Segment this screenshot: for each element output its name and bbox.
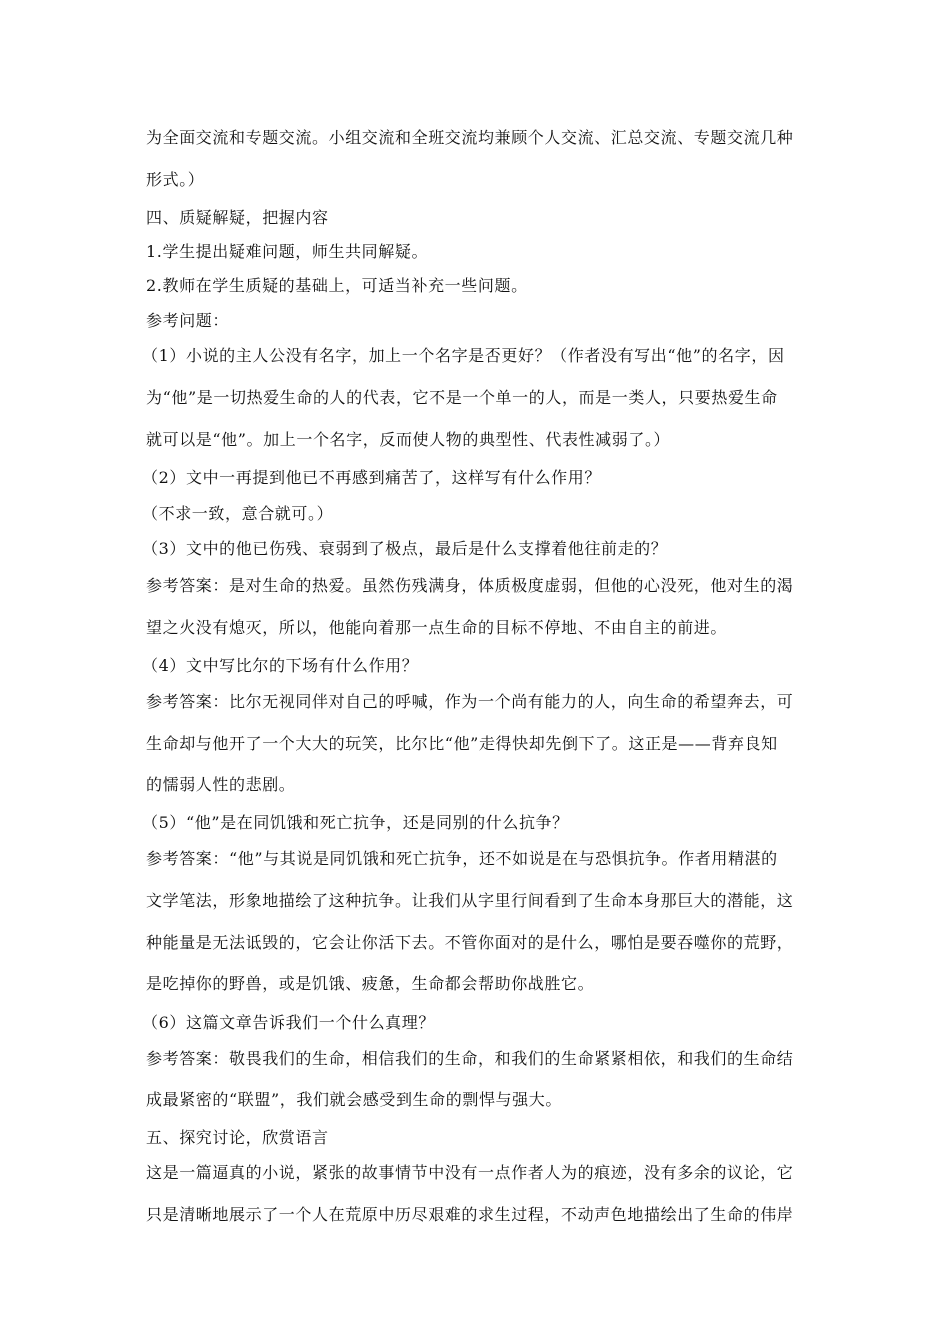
text-line: 1.学生提出疑难问题，师生共同解疑。 bbox=[146, 242, 429, 261]
question-line: （6）这篇文章告诉我们一个什么真理？ bbox=[142, 1013, 435, 1032]
text-line: 为全面交流和专题交流。小组交流和全班交流均兼顾个人交流、汇总交流、专题交流几种 bbox=[146, 128, 794, 147]
answer-line: 参考答案：比尔无视同伴对自己的呼喊，作为一个尚有能力的人，向生命的希望奔去，可 bbox=[146, 692, 794, 711]
answer-line: 参考答案：“他”与其说是同饥饿和死亡抗争，还不如说是在与恐惧抗争。作者用精湛的 bbox=[146, 849, 778, 868]
answer-line: 参考答案：敬畏我们的生命，相信我们的生命，和我们的生命紧紧相依，和我们的生命结 bbox=[146, 1049, 794, 1068]
question-line: （4）文中写比尔的下场有什么作用？ bbox=[142, 656, 419, 675]
question-line: （1）小说的主人公没有名字，加上一个名字是否更好？（作者没有写出“他”的名字，因 bbox=[142, 346, 785, 365]
section-heading: 四、质疑解疑，把握内容 bbox=[146, 208, 329, 227]
text-line: 的懦弱人性的悲剧。 bbox=[146, 775, 296, 794]
text-line: 成最紧密的“联盟”，我们就会感受到生命的剽悍与强大。 bbox=[146, 1090, 562, 1109]
text-line: 种能量是无法诋毁的，它会让你活下去。不管你面对的是什么，哪怕是要吞噬你的荒野， bbox=[146, 933, 794, 952]
text-line: 参考问题： bbox=[146, 311, 230, 330]
text-line: 为“他”是一切热爱生命的人的代表，它不是一个单一的人，而是一类人，只要热爱生命 bbox=[146, 388, 778, 407]
text-line: 这是一篇逼真的小说，紧张的故事情节中没有一点作者人为的痕迹，没有多余的议论，它 bbox=[146, 1163, 794, 1182]
text-line: 是吃掉你的野兽，或是饥饿、疲惫，生命都会帮助你战胜它。 bbox=[146, 974, 595, 993]
question-line: （2）文中一再提到他已不再感到痛苦了，这样写有什么作用？ bbox=[142, 468, 601, 487]
text-line: （不求一致，意合就可。） bbox=[142, 504, 334, 523]
text-line: 望之火没有熄灭，所以，他能向着那一点生命的目标不停地、不由自主的前进。 bbox=[146, 618, 728, 637]
text-line: 只是清晰地展示了一个人在荒原中历尽艰难的求生过程，不动声色地描绘出了生命的伟岸 bbox=[146, 1205, 794, 1224]
text-line: 生命却与他开了一个大大的玩笑，比尔比“他”走得快却先倒下了。这正是——背弃良知 bbox=[146, 734, 778, 753]
question-line: （3）文中的他已伤残、衰弱到了极点，最后是什么支撑着他往前走的？ bbox=[142, 539, 668, 558]
question-line: （5）“他”是在同饥饿和死亡抗争，还是同别的什么抗争？ bbox=[142, 813, 569, 832]
text-line: 形式。） bbox=[146, 170, 205, 189]
answer-line: 参考答案：是对生命的热爱。虽然伤残满身，体质极度虚弱，但他的心没死，他对生的渴 bbox=[146, 576, 794, 595]
text-line: 2.教师在学生质疑的基础上，可适当补充一些问题。 bbox=[146, 276, 528, 295]
section-heading: 五、探究讨论，欣赏语言 bbox=[146, 1128, 329, 1147]
text-line: 就可以是“他”。加上一个名字，反而使人物的典型性、代表性减弱了。） bbox=[146, 430, 671, 449]
text-line: 文学笔法，形象地描绘了这种抗争。让我们从字里行间看到了生命本身那巨大的潜能，这 bbox=[146, 891, 794, 910]
